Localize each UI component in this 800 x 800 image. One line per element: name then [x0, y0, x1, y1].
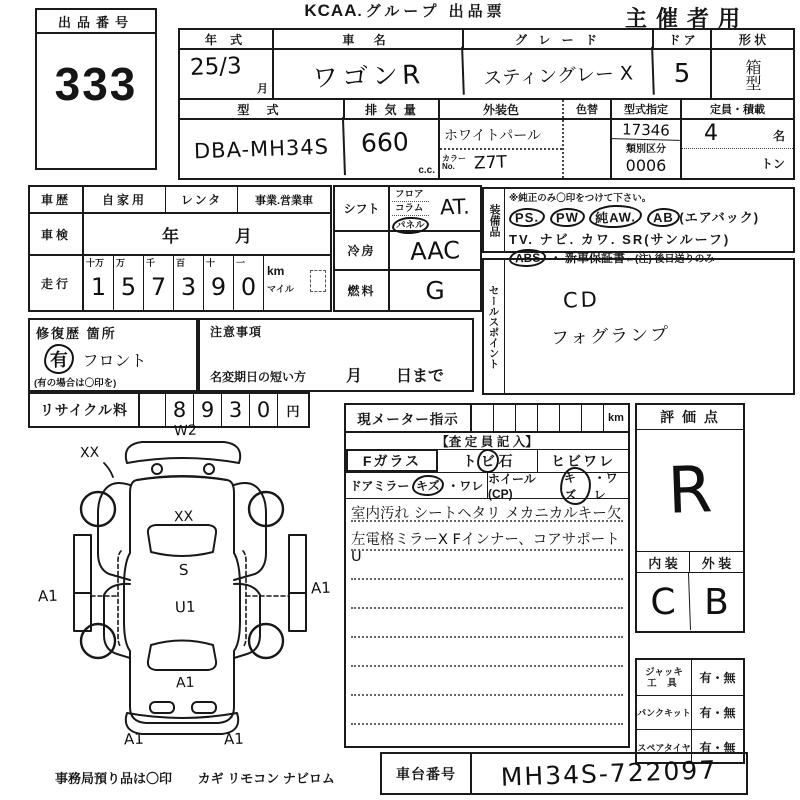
capacity-value: 4 [704, 121, 718, 146]
exterior-value: B [704, 581, 729, 623]
door-header: ド ア [654, 30, 712, 48]
recycle-unit: 円 [286, 403, 300, 419]
equipment-box [482, 187, 795, 266]
displacement-value: 660 [360, 127, 410, 158]
name-value: ワゴンR [273, 47, 465, 102]
load-unit: トン [760, 157, 785, 171]
damage-mark-rear: A1 [175, 674, 195, 692]
front-glass-opt2: ヒビワレ [551, 453, 615, 469]
office-deposit-note [55, 768, 335, 787]
lot-number-label: 出品番号 [37, 10, 155, 34]
sales-points-label: セールスポイント [484, 260, 505, 393]
digit-value: 3 [180, 273, 197, 301]
sales-points-box [482, 258, 795, 395]
assessor-note-2: 左電格ミラーX Fインナー、コアサポートU [351, 532, 620, 565]
digit-value: 5 [120, 273, 137, 301]
ac-label: 冷房 [335, 232, 390, 269]
chassis-label: 車台番号 [382, 754, 472, 793]
front-glass-label: Fガラス [346, 450, 438, 472]
type-cert-value: 17346 [612, 119, 681, 141]
inspection-label: 車検 [30, 214, 84, 254]
stone-chip-circle: ビ [476, 449, 499, 474]
mirror-scratch-circle: キズ [412, 474, 444, 496]
equip-leather: カワ. [580, 232, 617, 247]
rating-value: R [666, 452, 714, 529]
rating-label: 評 価 点 [637, 405, 743, 430]
color-header: 外装色 [482, 102, 519, 117]
car-diagram [24, 423, 340, 759]
wheel-item: ホイール(CP) キズ ・ワレ [488, 473, 628, 498]
repair-note: (有の場合は〇印を) [34, 378, 117, 389]
recycle-digit: 8 [166, 394, 194, 426]
damage-mark-front-left: XX [79, 444, 100, 462]
history-business: 事業.営業車 [254, 194, 314, 207]
equipment-row2 [509, 229, 789, 248]
displacement-unit: c.c. [418, 165, 435, 176]
class-label: 類別区分 [626, 143, 666, 155]
model-value: DBA-MH34S [179, 117, 346, 181]
interior-value: C [636, 572, 691, 632]
capacity-header: 定員・積載 [710, 104, 765, 116]
digit-value: 9 [210, 273, 227, 301]
assessor-title: 【査 定 員 記 入】 [346, 433, 628, 450]
recycle-digit: 9 [194, 394, 222, 426]
damage-mark-right: A1 [310, 578, 332, 598]
shift-opt-panel: パネル [392, 216, 429, 234]
fuel-value: G [425, 276, 445, 305]
equip-navi: ナビ. [539, 232, 576, 247]
shift-value: AT. [439, 194, 471, 220]
name-header: 車 名 [274, 30, 464, 48]
equipment-row1 [509, 205, 789, 228]
equip-warranty-note: ←(注) 後日送りのみ [625, 254, 715, 265]
organizer-label: 主催者用 [625, 6, 750, 31]
chassis-box [380, 752, 748, 795]
puncture-kit-value: 有・無 [699, 706, 736, 720]
color-no-value: Z7T [473, 152, 508, 174]
equip-abs: ABS [509, 248, 547, 267]
inspection-year: 年 [162, 226, 179, 246]
repair-location: フロント [82, 351, 147, 370]
assessor-notes-area [346, 499, 628, 746]
equip-ps: PS. [509, 207, 546, 227]
recycle-digit: 0 [250, 394, 278, 426]
recycle-label: リサイクル料 [30, 394, 140, 426]
deposit-label: 事務局預り品は〇印 [55, 771, 173, 786]
caution-box [198, 318, 474, 392]
digit-value: 7 [150, 273, 167, 301]
caution-label: 注意事項 [210, 325, 263, 339]
assessor-note-1: 室内汚れ シートヘタリ メカニカルキー欠 [351, 506, 622, 522]
ac-value: AAC [409, 235, 461, 266]
equip-ab: AB [646, 207, 679, 227]
digit-header: 百 [176, 258, 186, 268]
inspection-month: 月 [235, 226, 252, 246]
kcaa-logo: KCAA [304, 1, 358, 20]
color-no-label: カラー No. [442, 154, 466, 171]
equip-airbag-note: (エアバック) [679, 210, 760, 225]
assessor-box [344, 403, 630, 748]
rename-until: 日まで [396, 368, 445, 385]
type-cert-header: 型式指定 [612, 100, 682, 118]
lot-number-box [35, 8, 157, 170]
digit-header: 万 [116, 258, 126, 268]
spare-tire-value: 有・無 [699, 740, 736, 755]
damage-mark-roof2: U1 [174, 597, 196, 617]
grade-header: グ レ ー ド [464, 30, 654, 48]
repair-box [28, 318, 198, 392]
meter-unit: km [608, 412, 624, 424]
digit-header: 千 [146, 258, 156, 268]
sales-point-1: CD [562, 287, 601, 313]
color-change-value [562, 120, 612, 178]
damage-diagram [24, 423, 340, 759]
meter-label: 現メーター指示 [346, 405, 472, 431]
door-value: 5 [654, 50, 712, 98]
sheet-title [255, 0, 555, 21]
rename-month: 月 [346, 368, 363, 385]
mileage-label: 走行 [30, 256, 84, 310]
equip-warranty: ・ 新車保証書 [549, 251, 626, 265]
history-private: 自家用 [84, 187, 166, 212]
drivetrain-table [333, 185, 482, 312]
digit-header: 十 [206, 258, 216, 268]
interior-label: 内 装 [637, 552, 690, 572]
damage-mark-rear-right: A1 [223, 729, 245, 749]
history-table [28, 185, 332, 312]
jack-tools-value: 有・無 [699, 671, 736, 685]
fuel-label: 燃料 [335, 271, 390, 310]
shift-label: シフト [335, 187, 390, 230]
sales-point-2: フォグランプ [550, 323, 671, 350]
year-header: 年 式 [180, 30, 274, 48]
repair-label: 修復歴 箇所 [36, 326, 117, 341]
mileage-checkbox [310, 270, 326, 292]
equip-aw: 純AW. [589, 204, 643, 229]
door-mirror-item: ドアミラー キズ ・ワレ [346, 473, 488, 498]
equipment-label: 装備品 [484, 189, 505, 251]
equip-sunroof: SR(サンルーフ) [622, 232, 731, 247]
grade-value: スティングレー X [463, 47, 655, 102]
rating-box [635, 403, 745, 633]
shape-header: 形 状 [738, 32, 767, 47]
year-unit: 月 [257, 83, 268, 95]
equip-tv: TV. [509, 232, 535, 247]
shift-opt-floor: フロア [392, 188, 429, 202]
sheet-title-text: .グループ 出品票 [357, 3, 506, 20]
damage-mark-hood: XX [173, 508, 194, 526]
front-glass-opt1: ト ビ 石 [438, 450, 538, 472]
wheel-scratch-circle: キズ [559, 466, 591, 505]
vehicle-table [178, 28, 795, 180]
equip-pw: PW [549, 207, 585, 227]
tools-box [635, 658, 745, 764]
history-label: 車歴 [30, 187, 84, 212]
unit-mile: マイル [267, 284, 294, 294]
model-header: 型 式 [180, 100, 345, 118]
shift-opt-column: コラム [392, 202, 429, 216]
class-value: 0006 [625, 155, 667, 175]
color-change-header: 色替 [562, 100, 612, 118]
digit-value: 1 [90, 273, 107, 301]
spare-tire-label: スペアタイヤ [637, 730, 692, 764]
exterior-label: 外 装 [701, 555, 732, 571]
equipment-note: ※純正のみ〇印をつけて下さい。 [509, 193, 652, 204]
deposit-items: カギ リモコン ナビロム [197, 771, 335, 786]
chassis-value: MH34S-722097 [500, 755, 718, 792]
lot-number-value: 333 [54, 58, 138, 110]
shape-value: 箱型 [743, 59, 762, 91]
digit-header: 一 [236, 258, 246, 268]
damage-mark-left: A1 [37, 586, 59, 606]
damage-mark-front-top: W2 [173, 422, 198, 440]
damage-mark-rear-left: A1 [123, 729, 145, 749]
damage-mark-roof: S [178, 560, 189, 580]
digit-value: 0 [240, 273, 257, 301]
year-value: 25/3 [189, 53, 243, 81]
color-value: ホワイトパール [444, 128, 542, 144]
rename-label: 名変期日の短い方 [210, 370, 307, 384]
repair-flag: 有 [43, 343, 74, 374]
recycle-digit: 3 [222, 394, 250, 426]
digit-header: 十万 [86, 258, 105, 268]
capacity-unit: 名 [772, 129, 785, 143]
history-rental: レンタ [166, 187, 238, 212]
displacement-header: 排 気 量 [345, 100, 440, 118]
puncture-kit-label: パンクキット [637, 696, 692, 729]
jack-tools-label: ジャッキ 工 具 [637, 660, 692, 695]
unit-km: km [267, 264, 285, 278]
